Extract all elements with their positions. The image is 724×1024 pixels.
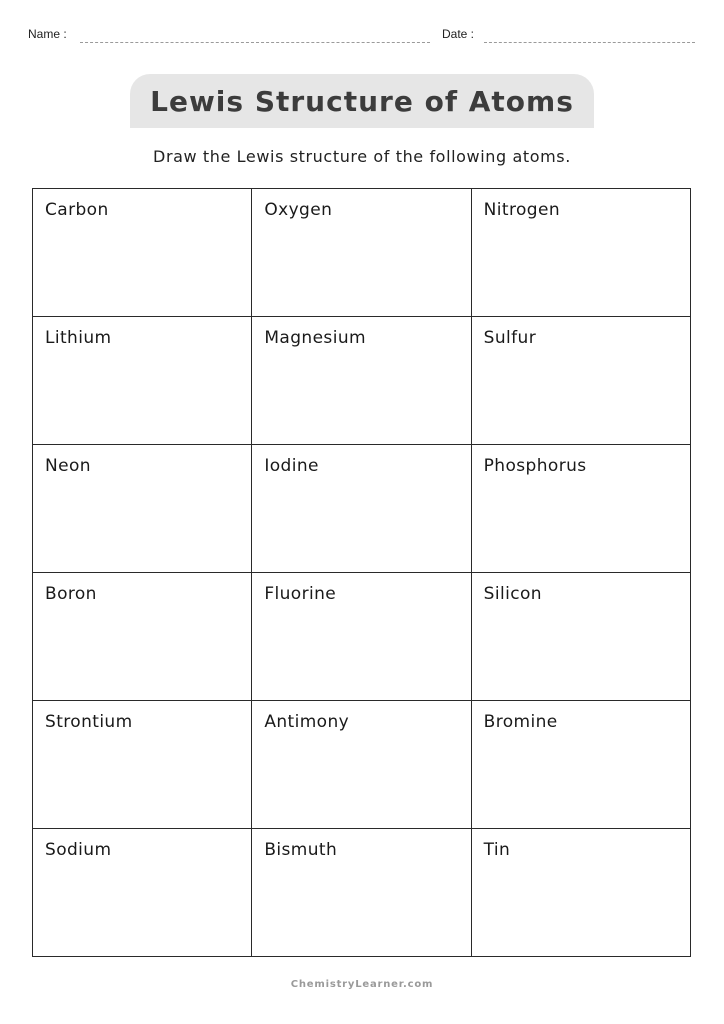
atom-label: Strontium: [45, 712, 133, 732]
atom-label: Bromine: [483, 712, 558, 732]
atom-cell[interactable]: [33, 445, 252, 573]
atom-label: Boron: [45, 584, 97, 604]
atoms-grid: [32, 188, 691, 957]
atom-cell[interactable]: [471, 701, 690, 829]
atom-cell[interactable]: [252, 573, 471, 701]
table-row: [33, 701, 691, 829]
atom-label: Oxygen: [264, 200, 333, 220]
atom-label: Phosphorus: [483, 456, 587, 476]
table-row: [33, 829, 691, 957]
name-field[interactable]: [80, 42, 430, 43]
atom-label: Nitrogen: [483, 200, 561, 220]
atom-label: Silicon: [483, 584, 542, 604]
atom-label: Lithium: [45, 328, 112, 348]
atom-label: Carbon: [45, 200, 109, 220]
table-row: [33, 445, 691, 573]
atom-cell[interactable]: [471, 573, 690, 701]
table-row: [33, 189, 691, 317]
atom-label: Magnesium: [264, 328, 366, 348]
atom-cell[interactable]: [252, 189, 471, 317]
atom-cell[interactable]: [33, 189, 252, 317]
atom-cell[interactable]: [33, 829, 252, 957]
atom-cell[interactable]: [33, 317, 252, 445]
atom-label: Iodine: [264, 456, 319, 476]
table-row: [33, 573, 691, 701]
atom-cell[interactable]: [252, 829, 471, 957]
table-row: [33, 317, 691, 445]
atom-cell[interactable]: [471, 317, 690, 445]
instruction-text: Draw the Lewis structure of the following atoms.: [153, 147, 571, 166]
atom-cell[interactable]: [252, 317, 471, 445]
atom-cell[interactable]: [471, 189, 690, 317]
title-banner: [130, 74, 594, 128]
atom-label: Fluorine: [264, 584, 337, 604]
footer-credit: ChemistryLearner.com: [290, 979, 434, 990]
page-title: Lewis Structure of Atoms: [150, 84, 574, 118]
atom-label: Bismuth: [264, 840, 338, 860]
atom-label: Neon: [45, 456, 91, 476]
date-label: Date :: [442, 27, 475, 41]
atom-label: Sulfur: [483, 328, 537, 348]
atom-label: Antimony: [264, 712, 350, 732]
atom-cell[interactable]: [471, 829, 690, 957]
atom-cell[interactable]: [33, 701, 252, 829]
atom-label: Tin: [483, 840, 511, 860]
atom-cell[interactable]: [471, 445, 690, 573]
atom-cell[interactable]: [252, 445, 471, 573]
atom-cell[interactable]: [33, 573, 252, 701]
date-field[interactable]: [484, 42, 695, 43]
atom-cell[interactable]: [252, 701, 471, 829]
name-label: Name :: [28, 27, 67, 41]
atom-label: Sodium: [45, 840, 112, 860]
